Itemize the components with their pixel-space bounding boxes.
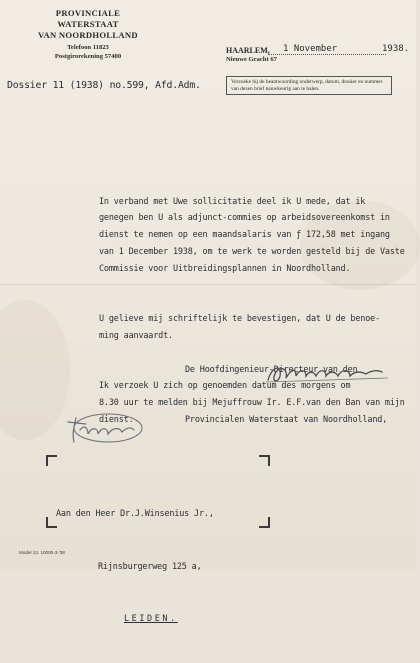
org-name-line2: VAN NOORDHOLLAND xyxy=(38,30,138,40)
place-date-block xyxy=(226,44,410,63)
closing-line1: De Hoofdingenieur-Directeur van den xyxy=(185,363,358,374)
org-name-line1: PROVINCIALE WATERSTAAT xyxy=(55,8,121,29)
window-corner-top-left xyxy=(46,455,57,466)
addressee-block xyxy=(56,470,214,663)
addressee-city: LEIDEN. xyxy=(124,613,178,623)
date-year: 1938. xyxy=(382,44,410,54)
closing-block xyxy=(185,327,387,461)
paragraph-appointment: In verband met Uwe sollicitatie deel ik U mede, dat ik genegen ben U als adjunct-commies op arbeidsovereenkomst in dienst te nemen op een maandsalaris van ƒ 172,58 met ingang van 1 December 1938, om te werk te worden gesteld bij de Vaste Commissie voor Uitbreidingsplannen in Noordholland. xyxy=(99,195,405,273)
giro-account: Postgirorekening 57400 xyxy=(54,53,122,60)
date-line xyxy=(226,44,410,56)
form-model-number: Model 13. 10000-3-'38 xyxy=(19,550,65,555)
paragraph-confirmation: U gelieve mij schriftelijk te bevestigen, dat U de benoe- ming aanvaardt. xyxy=(99,313,380,340)
date-dotted-line xyxy=(268,54,386,55)
reply-instruction-box: Verzoeke bij de beantwoording onderwerp, datum, dossier en nummer van dezen brief nauwkeurig aan te halen. xyxy=(226,76,392,95)
window-corner-top-right xyxy=(259,455,270,466)
paragraph-reporting: Ik verzoek U zich op genoemden datum des morgens om 8.30 uur te melden bij Mejuffrouw Ir. E.F.van den Ban van mijn dienst. xyxy=(99,380,405,424)
office-address: Nieuwe Gracht 67 xyxy=(226,56,277,63)
date-day-month: 1 November xyxy=(283,44,338,54)
letterhead xyxy=(28,8,148,61)
pencil-annotation xyxy=(58,410,148,450)
window-corner-bottom-right xyxy=(259,517,270,528)
telephone: Telefoon 11823 xyxy=(67,44,109,51)
city-label: HAARLEM, xyxy=(226,46,270,55)
director-signature xyxy=(262,358,394,388)
dossier-reference: Dossier 11 (1938) no.599, Afd.Adm. xyxy=(7,80,201,91)
closing-line2: Provincialen Waterstaat van Noordholland, xyxy=(185,413,388,424)
addressee-name: Aan den Heer Dr.J.Winsenius Jr., xyxy=(56,508,214,518)
addressee-street: Rijnsburgerweg 125 a, xyxy=(98,560,202,571)
